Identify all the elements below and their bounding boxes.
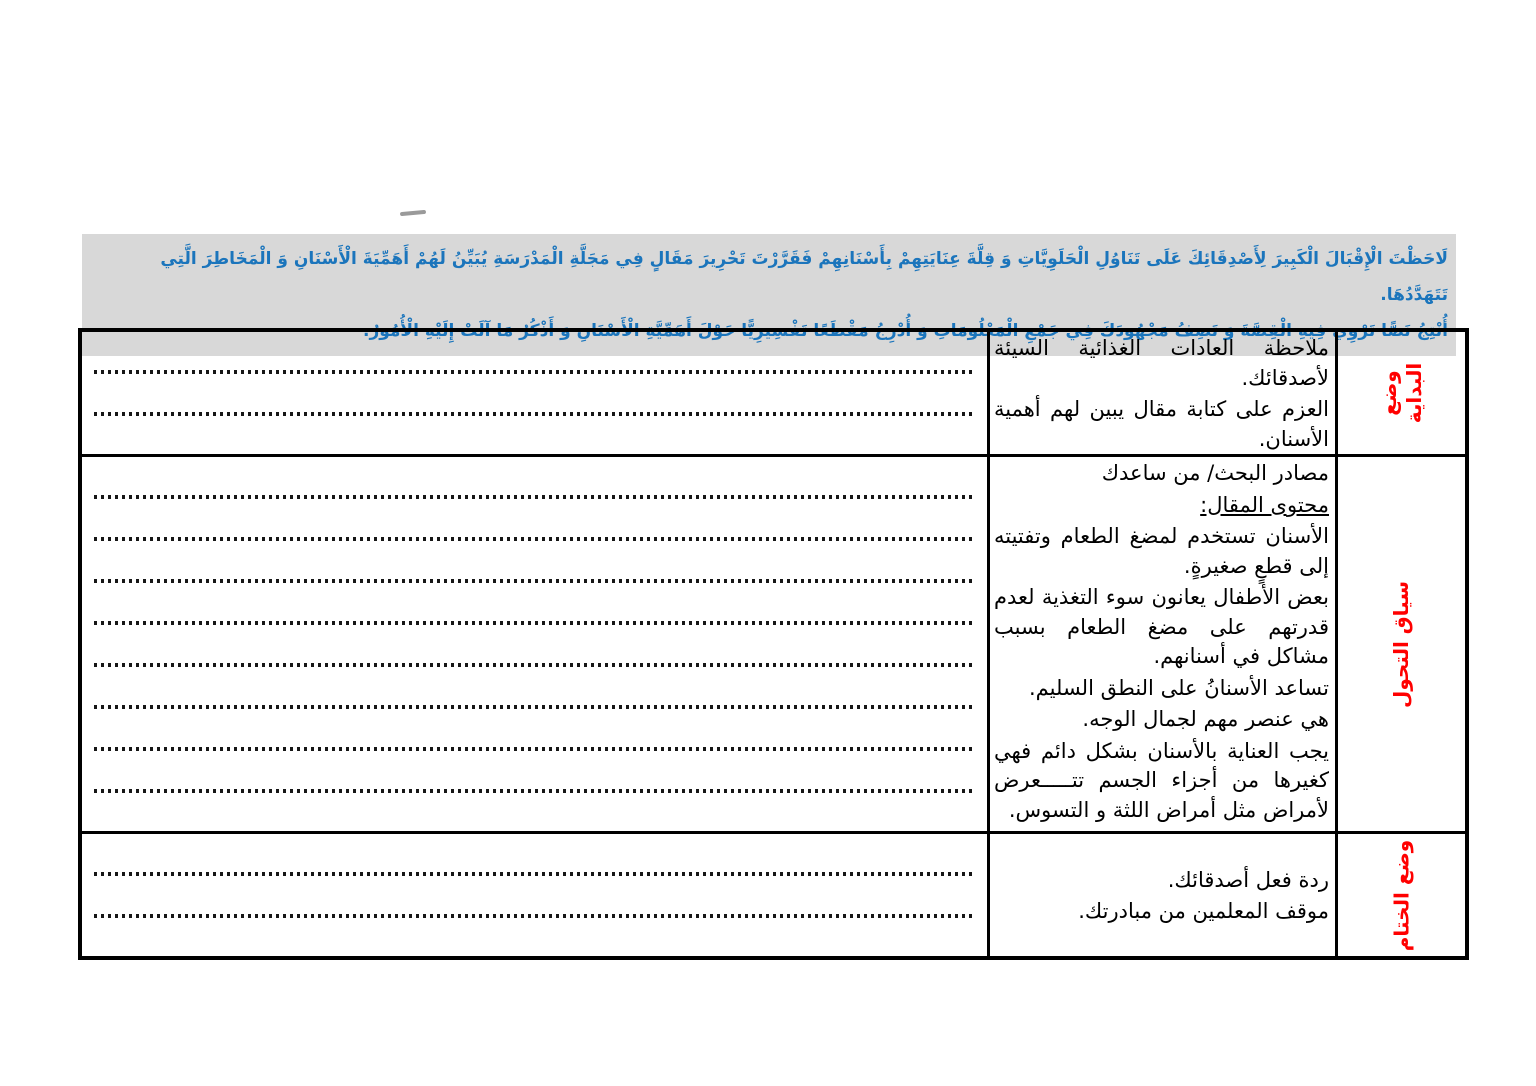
table-row bbox=[80, 456, 1467, 833]
stage-label: سياق التحول bbox=[1389, 580, 1414, 708]
writing-line bbox=[94, 872, 975, 876]
writing-line bbox=[94, 537, 975, 541]
writing-line bbox=[94, 621, 975, 625]
planning-table-body bbox=[80, 330, 1467, 958]
prompt-line: مصادر البحث/ من ساعدك bbox=[1101, 461, 1329, 485]
prompt-line: بعض الأطفال يعانون سوء التغذية لعدم قدرتهم على مضغ الطعام بسبب مشاكل في أسنانهم. bbox=[994, 585, 1329, 668]
instruction-line-1: لَاحَظْتَ الْإِقْبَالَ الْكَبِيرَ لِأَصْدِقَائِكَ عَلَى تَنَاوُلِ الْحَلَوِيَّاتِ وَ قِلَّةَ عِنَايَتِهِمْ بِأَسْنَانِهِمْ فَقَرَّرْتَ تَحْرِيرَ مَقَالٍ فِي مَجَلَّةِ الْمَدْرَسَةِ يُبَيِّنُ لَهُمْ أَهَمِّيَةَ الْأَسْنَانِ وَ الْمَخَاطِرَ الَّتِي تَتَهَدَّدُهَا. bbox=[160, 249, 1448, 305]
writing-line bbox=[94, 747, 975, 751]
stray-mark bbox=[400, 210, 426, 216]
prompt-line: العزم على كتابة مقال يبين لهم أهمية الأسنان. bbox=[994, 397, 1329, 451]
writing-line bbox=[94, 579, 975, 583]
writing-line bbox=[94, 663, 975, 667]
prompt-cell bbox=[989, 456, 1337, 833]
table-row bbox=[80, 330, 1467, 456]
prompt-line: موقف المعلمين من مبادرتك. bbox=[1078, 899, 1329, 923]
writing-line bbox=[94, 789, 975, 793]
writing-line bbox=[94, 914, 975, 918]
writing-lines-cell bbox=[80, 833, 989, 959]
writing-line bbox=[94, 370, 975, 374]
writing-line bbox=[94, 495, 975, 499]
writing-lines-cell bbox=[80, 330, 989, 456]
prompt-line: محتوى المقال: bbox=[1200, 492, 1329, 517]
stage-label: وضع البداية bbox=[1376, 362, 1426, 424]
table-row bbox=[80, 833, 1467, 959]
stage-label-cell bbox=[1337, 330, 1468, 456]
prompt-line: هي عنصر مهم لجمال الوجه. bbox=[1082, 707, 1329, 731]
stage-label-cell bbox=[1337, 833, 1468, 959]
prompt-cell bbox=[989, 833, 1337, 959]
prompt-line: تساعد الأسنانُ على النطق السليم. bbox=[1029, 675, 1329, 700]
writing-lines-cell bbox=[80, 456, 989, 833]
prompt-line: ردة فعل أصدقائك. bbox=[1167, 867, 1329, 892]
planning-table bbox=[78, 328, 1469, 960]
prompt-cell bbox=[989, 330, 1337, 456]
stage-label: وضع الختام bbox=[1389, 839, 1414, 951]
instruction-line-2: أُنْتِجُ نَصًّا تَرْوِي فِيهِ الْقِصَّةَ وَ تَصِفُ مَجْهُودَكَ فِي جَمْعِ الْمَعْلُومَاتِ وَ أُدْرِجُ مَقْطَعًا تَفْسِيرِيًّا حَوْلَ أَهَمِّيَّةِ الْأَسْنَانِ وَ أَذْكُرُ مَا آلَتْ إِلَيْهِ الْأُمُورُ. bbox=[362, 321, 1448, 341]
writing-line bbox=[94, 705, 975, 709]
prompt-line: يجب العناية بالأسنان بشكل دائم فهي كغيرها من أجزاء الجسم تتـــــعرض لأمراض مثل أمراض اللثة و التسوس. bbox=[994, 738, 1329, 822]
writing-line bbox=[94, 412, 975, 416]
stage-label-cell bbox=[1337, 456, 1468, 833]
prompt-line: الأسنان تستخدم لمضغ الطعام وتفتيته إلى قطعٍ صغيرةٍ. bbox=[994, 524, 1329, 578]
prompt-line: ملاحظة العادات الغذائية السيئة لأصدقائك. bbox=[994, 336, 1329, 390]
